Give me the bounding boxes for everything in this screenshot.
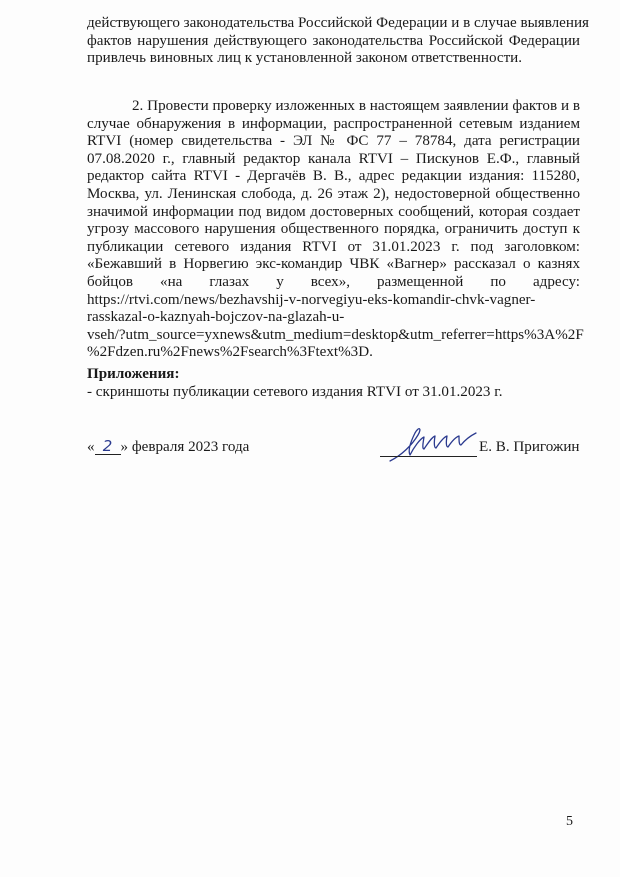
appendix-item: - скриншоты публикации сетевого издания RTVI от 31.01.2023 г. xyxy=(87,384,503,400)
signature-line xyxy=(380,456,477,457)
paragraph-1 xyxy=(87,15,589,68)
date-month-year: » февраля 2023 года xyxy=(120,439,250,455)
publication-url-line: %2Fdzen.ru%2Fnews%2Fsearch%3Ftext%3D. xyxy=(87,344,373,361)
paragraph-2-line: RTVI (номер свидетельства - ЭЛ № ФС 77 – 78784, дата регистрации xyxy=(87,133,580,150)
paragraph-2-line: «Бежавший в Норвегию экс-командир ЧВК «Вагнер» рассказал о казнях xyxy=(87,256,580,273)
publication-url-line: rasskazal-o-kaznyah-bojczov-na-glazah-u- xyxy=(87,309,345,326)
paragraph-2-line: бойцов «на глазах у всех», размещенной по адресу: xyxy=(87,273,580,290)
paragraph-1-line: действующего законодательства Российской Федерации и в случае выявления xyxy=(87,15,589,31)
page-number: 5 xyxy=(566,814,573,829)
paragraph-2 xyxy=(87,98,584,362)
paragraph-2-line: Москва, ул. Ленинская слобода, д. 26 этаж 2), недостоверной общественно xyxy=(87,185,580,202)
publication-url-line: https://rtvi.com/news/bezhavshij-v-norvegiyu-eks-komandir-chvk-vagner- xyxy=(87,291,536,308)
publication-url-line: vseh/?utm_source=yxnews&utm_medium=desktop&utm_referrer=https%3A%2F xyxy=(87,326,584,343)
signer-name: Е. В. Пригожин xyxy=(479,439,580,455)
paragraph-2-line: 07.08.2020 г., главный редактор канала RTVI – Пискунов Е.Ф., главный xyxy=(87,150,580,167)
date-day-handwritten: 2 xyxy=(95,439,121,455)
paragraph-2-line: редактор сайта RTVI - Дергачёв В. В., адрес редакции издания: 115280, xyxy=(87,168,580,185)
date-line xyxy=(87,439,249,457)
paragraph-2-line: публикации сетевого издания RTVI от 31.01.2023 г. под заголовком: xyxy=(87,238,580,255)
date-open-quote: « xyxy=(87,439,95,455)
paragraph-2-line: значимой информации под видом достоверных сообщений, которая создает xyxy=(87,203,580,220)
paragraph-2-line: угрозу массового нарушения общественного порядка, ограничить доступ к xyxy=(87,221,580,238)
appendix-title: Приложения: xyxy=(87,366,180,382)
paragraph-1-line: фактов нарушения действующего законодательства Российской Федерации xyxy=(87,32,580,49)
handwritten-signature xyxy=(388,421,478,465)
paragraph-2-line: 2. Провести проверку изложенных в настоящем заявлении фактов и в xyxy=(132,98,580,114)
paragraph-1-line: привлечь виновных лиц к установленной законом ответственности. xyxy=(87,50,523,67)
paragraph-2-line: случае обнаружения в информации, распространенной сетевым изданием xyxy=(87,115,580,132)
